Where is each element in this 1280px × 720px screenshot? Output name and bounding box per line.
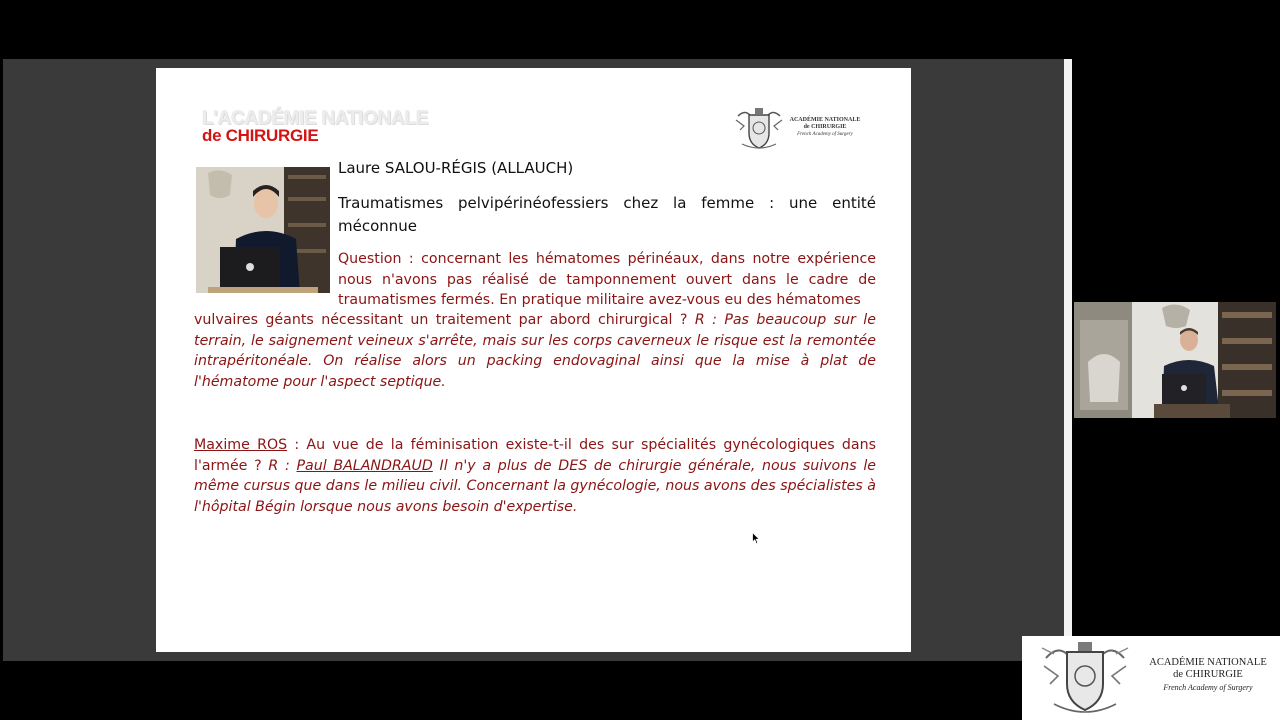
question-2-block: [194, 435, 876, 517]
academy-brand-title: [202, 110, 428, 144]
answer-1-prefix: R :: [694, 312, 725, 328]
academy-watermark: [1022, 636, 1280, 720]
academy-crest-icon: [1040, 638, 1130, 718]
speaker-photo: [196, 167, 330, 293]
logo-line-2: de CHIRURGIE: [803, 124, 847, 130]
answer-1: Pas beaucoup sur le terrain, le saignement veineux s'arrête, mais sur les corps caverneux le risque est la remontée intrapéritonéale. On réalise alors un packing endovaginal ainsi que la mise à plat de l'hématome pour l'aspect septique.: [194, 312, 876, 390]
question-1: Question : concernant les hématomes périnéaux, dans notre expérience nous n'avons pas réalisé de tamponnement ouvert dans le cadre de traumatismes fermés. En pratique militaire avez-vous eu des hématomes: [338, 251, 876, 308]
brand-line-1: L'ACADÉMIE NATIONALE: [202, 108, 429, 129]
presentation-slide: [156, 68, 911, 652]
question-1-cont-text: vulvaires géants nécessitant un traitement par abord chirurgical ?: [194, 312, 695, 328]
logo-line-1: ACADÉMIE NATIONALE: [789, 117, 861, 123]
answer-2-prefix: R :: [268, 457, 297, 474]
mouse-pointer-icon: [752, 532, 760, 545]
questioner-name: Maxime ROS: [194, 437, 288, 453]
author-name: Laure SALOU-RÉGIS (ALLAUCH): [338, 159, 574, 177]
question-2: : Au vue de la féminisation existe-t-il des sur spécialités gynécologiques dans l'armée ?: [194, 437, 876, 474]
academy-watermark-text: [1138, 657, 1278, 695]
speaker-video-feed[interactable]: [1074, 302, 1276, 418]
academy-logo: [734, 106, 864, 152]
talk-title: Traumatismes pelvipérinéofessiers chez la femme : une entité méconnue: [338, 194, 876, 235]
answer-2: Il n'y a plus de DES de chirurgie générale, nous suivons le même cursus que dans le milieu civil. Concernant la gynécologie, nous avons des spécialistes à l'hôpital Bégin lorsque nous avons besoin d'expertise.: [194, 457, 876, 515]
watermark-line-3: French Academy of Surgery: [1163, 683, 1253, 692]
screen-share-edge: [1064, 59, 1072, 636]
academy-logo-text: [786, 117, 864, 138]
answerer-name: Paul BALANDRAUD: [296, 457, 433, 474]
brand-line-2: de CHIRURGIE: [202, 126, 319, 145]
academy-crest-icon: [734, 106, 784, 152]
watermark-line-1: ACADÉMIE NATIONALE: [1149, 657, 1267, 668]
logo-line-3: French Academy of Surgery: [797, 132, 853, 137]
watermark-line-2: de CHIRURGIE: [1173, 669, 1243, 680]
question-1-continuation: [194, 310, 876, 392]
